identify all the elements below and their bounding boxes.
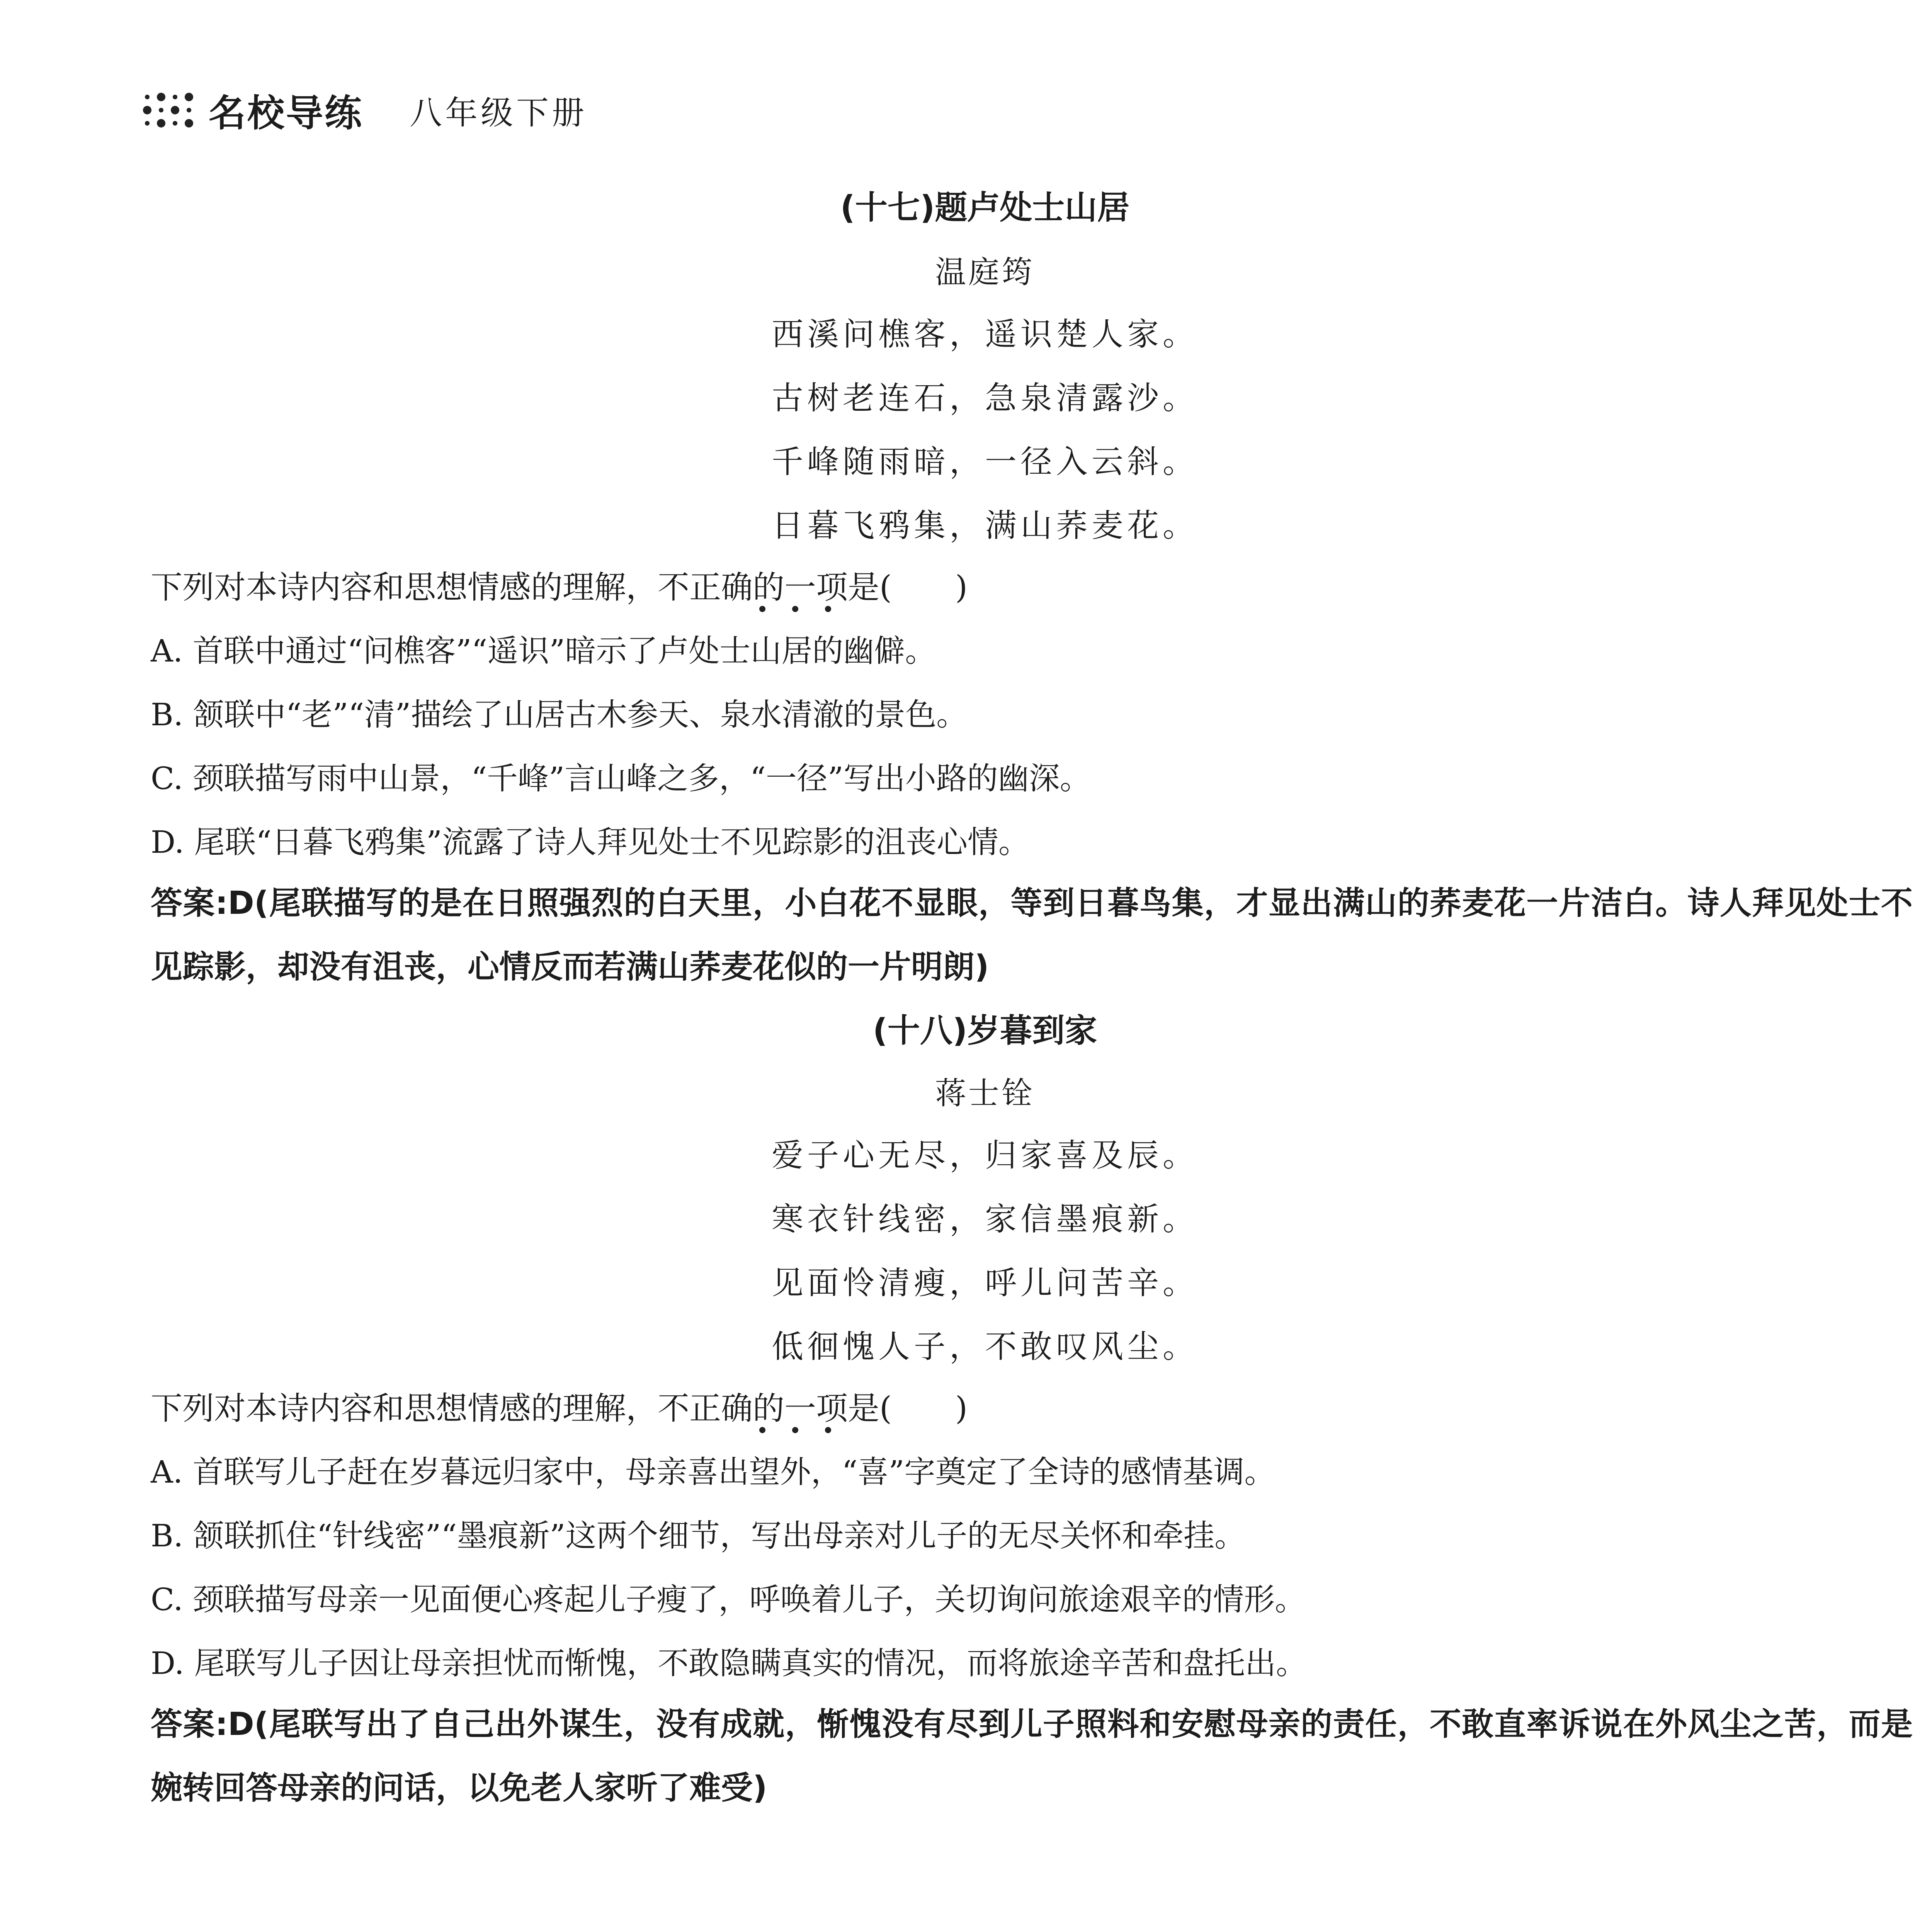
poem18-answer: 答案:D(尾联写出了自己出外谋生，没有成就，惭愧没有尽到儿子照料和安慰母亲的责任，不敢直率诉说在外风尘之苦，而是婉转回答母亲的问话，以免老人家听了难受) xyxy=(151,1706,1913,1806)
poem17-title: (十七)题卢处士山居 xyxy=(840,189,1130,226)
poem17-line: 西溪问樵客，遥识楚人家。 xyxy=(771,316,1198,353)
poem17-option-d: D. 尾联“日暮飞鸦集”流露了诗人拜见处士不见踪影的沮丧心情。 xyxy=(151,824,1029,860)
dot-grid-icon xyxy=(143,93,193,128)
poem17-question: 下列对本诗内容和思想情感的理解，不正确的一项是( ) xyxy=(151,569,968,606)
poem18-option-a: A. 首联写儿子赶在岁暮远归家中，母亲喜出望外，“喜”字奠定了全诗的感情基调。 xyxy=(151,1454,1276,1490)
poem17-author: 温庭筠 xyxy=(935,254,1035,290)
poem18-line: 寒衣针线密，家信墨痕新。 xyxy=(771,1201,1198,1238)
poem18-question: 下列对本诗内容和思想情感的理解，不正确的一项是( ) xyxy=(151,1390,968,1427)
poem18-option-b: B. 颔联抓住“针线密”“墨痕新”这两个细节，写出母亲对儿子的无尽关怀和牵挂。 xyxy=(151,1518,1246,1554)
emphasis-dot xyxy=(825,606,831,612)
page-header xyxy=(143,83,587,137)
poem18-option-c: C. 颈联描写母亲一见面便心疼起儿子瘦了，呼唤着儿子，关切询问旅途艰辛的情形。 xyxy=(151,1582,1306,1617)
emphasis-dot xyxy=(792,606,798,612)
emphasis-dot xyxy=(759,1427,765,1433)
poem18-option-d: D. 尾联写儿子因让母亲担忧而惭愧，不敢隐瞒真实的情况，而将旅途辛苦和盘托出。 xyxy=(151,1645,1307,1681)
poem17-option-c: C. 颈联描写雨中山景，“千峰”言山峰之多，“一径”写出小路的幽深。 xyxy=(151,760,1091,796)
grade-label: 八年级下册 xyxy=(410,94,588,132)
poem17-option-a: A. 首联中通过“问樵客”“遥识”暗示了卢处士山居的幽僻。 xyxy=(151,633,936,669)
poem17-line: 古树老连石，急泉清露沙。 xyxy=(771,380,1198,417)
emphasis-dot xyxy=(792,1427,798,1433)
brand-title: 名校导练 xyxy=(209,91,363,135)
poem18-line: 爱子心无尽，归家喜及辰。 xyxy=(771,1137,1198,1174)
poem18-author: 蒋士铨 xyxy=(935,1075,1035,1111)
emphasis-dot xyxy=(759,606,765,612)
poem17-answer: 答案:D(尾联描写的是在日照强烈的白天里，小白花不显眼，等到日暮鸟集，才显出满山的荞麦花一片洁白。诗人拜见处士不见踪影，却没有沮丧，心情反而若满山荞麦花似的一片明朗) xyxy=(151,885,1913,985)
poem18-title: (十八)岁暮到家 xyxy=(872,1012,1097,1049)
emphasis-dot xyxy=(825,1427,831,1433)
poem18-line: 低徊愧人子，不敢叹风尘。 xyxy=(771,1328,1198,1365)
poem17-line: 千峰随雨暗，一径入云斜。 xyxy=(771,444,1198,480)
poem17-line: 日暮飞鸦集，满山荞麦花。 xyxy=(771,507,1198,544)
poem18-line: 见面怜清瘦，呼儿问苦辛。 xyxy=(771,1265,1198,1301)
poem17-option-b: B. 颔联中“老”“清”描绘了山居古木参天、泉水清澈的景色。 xyxy=(151,697,968,733)
